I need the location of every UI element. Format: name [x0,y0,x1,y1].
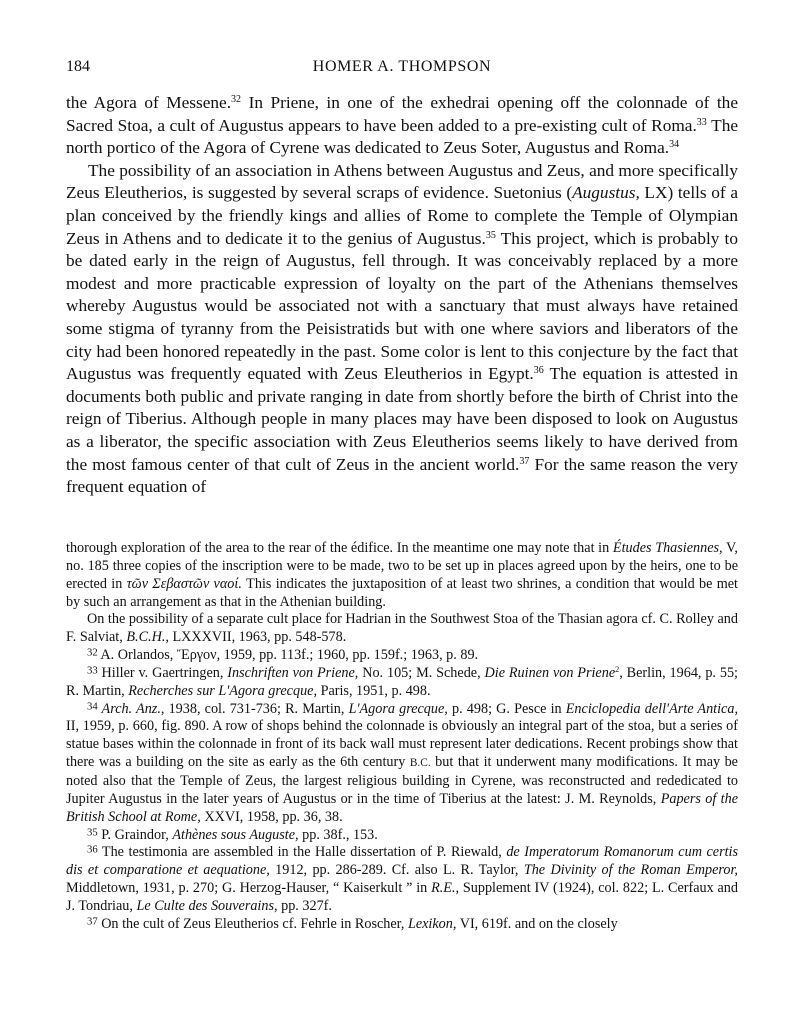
text-span: Middletown, 1931, p. 270; G. Herzog-Hauser, “ Kaiserkult ” in [66,880,432,897]
text-span: , 1959, pp. 113f.; 1960, pp. 159f.; 1963, p. 89. [216,647,479,664]
text-span: The equation is attested in documents both public and private ranging in date from shortly before the birth of Christ into the reign of Tiberius. Although people in many places may have been disposed to look on Augustus as a liberator, the specific association with Zeus Eleutherios seems likely to have derived from the most famous center of that cult of Zeus in the ancient world. [66,364,738,474]
text-span: No. 105; M. Schede, [358,664,485,681]
italic-title: Le Culte des Souverains, [136,897,278,914]
text-span: the Agora of Messene. [66,93,232,112]
footnote-ref: 34 [669,139,680,151]
footnote-36 [66,844,738,915]
italic-title: de Imperatorum Romanorum cum certis dis et comparatione et aequatione, [66,844,738,879]
text-span: For the same reason the very frequent equation of [66,454,738,497]
footnote-35 [66,827,738,845]
italic-title: Recherches sur L'Agora grecque, [128,682,318,699]
italic-title: R.E., [431,880,460,897]
text-span: The north portico of the Agora of Cyrene was dedicated to Zeus Soter, Augustus and Roma. [66,115,738,158]
italic-title: Athènes sous Auguste, [172,826,299,843]
italic-title: Études Thasiennes, [612,540,723,556]
footnote-34 [66,701,738,827]
text-span: This project, which is probably to be dated early in the reign of Augustus, fell through. It was conceivably replaced by a more modest and more practicable expression of loyalty on the part of the Athenians themselves whereby Augustus would be associated not with a sanctuary that must always have retained some stigma of tyranny from the Peisistratids but with one where saviors and liberators of the city had been honored repeatedly in the past. Some color is lent to this conjecture by the fact that Augustus was frequently equated with Zeus Eleutherios in Egypt. [66,228,738,384]
text-span: LX) tells of a plan conceived by the friendly kings and allies of Rome to complete the Temple of Olympian Zeus in Athens and to dedicate it to the genius of Augustus. [66,183,738,248]
greek-text: τῶν Σεβαστῶν ναοί. [126,575,242,592]
text-span: Supplement IV (1924), col. 822; L. Cerfaux and J. Tondriau, [66,880,738,914]
text-span: V, no. 185 three copies of the inscription were to be made, two to be set up in places agreed upon by the heirs, one to be erected in [66,540,738,592]
main-text [66,92,738,499]
italic-title: L'Agora grecque, [348,700,448,717]
text-span: but that it underwent many modifications. It may be noted also that the Temple of Zeus, the largest religious building in Cyrene, was reconstructed and rededicated to Jupiter Augustus in the later years of Augustus or in the time of Tiberius at the latest: J. M. Reynolds, [66,754,738,807]
footnote-number: 32 [87,647,98,659]
footnote-ref: 35 [485,229,496,241]
footnote-32 [66,647,738,665]
text-span: Paris, 1951, p. 498. [317,682,431,699]
footnote-number: 37 [87,916,98,927]
footnote-ref: 36 [533,365,544,377]
footnote-number: 33 [87,665,98,677]
edition-superscript: 2 [615,664,620,674]
text-span: pp. 38f., 153. [298,826,378,843]
text-span: P. Graindor, [97,826,173,843]
italic-title: Augustus, [572,183,640,203]
italic-title: Enciclopedia dell'Arte Antica, [565,700,738,717]
text-span: The possibility of an association in Athens between Augustus and Zeus, and more specifically Zeus Eleutherios, is suggested by several scraps of evidence. Suetonius ( [66,160,738,203]
italic-title: B.C.H., [126,629,169,646]
italic-title: Papers of the British School at Rome, [66,790,739,825]
text-span: LXXXVII, 1963, pp. 548-578. [168,629,347,646]
text-span: This indicates the juxtaposition of at least two shrines, a condition that would be met by such an arrangement as that in the Athenian building. [66,575,738,610]
footnote-number: 35 [87,826,98,838]
text-span: Hiller v. Gaertringen, [97,664,228,681]
footnote-ref: 37 [519,455,530,467]
text-span: thorough exploration of the area to the rear of the édifice. In the meantime one may note that in [66,540,613,556]
text-span: A. Orlandos, [97,647,177,664]
text-span: 1912, pp. 286-289. Cf. also L. R. Taylor, [269,862,524,879]
text-span: 1938, col. 731-736; R. Martin, [164,700,349,717]
footnote-number: 36 [87,844,98,856]
text-span: p. 498; G. Pesce in [447,700,566,717]
italic-title: Arch. Anz., [97,700,165,717]
italic-title: Inschriften von Priene, [227,664,359,681]
greek-text: Ἔργον [176,647,217,664]
footnote-33 [66,665,738,701]
text-span: , Berlin, 1964, p. 55; R. Martin, [66,664,738,699]
page-number: 184 [66,58,90,75]
body-paragraph [66,160,738,499]
text-span: II, 1959, p. 660, fig. 890. A row of shops behind the colonnade is obviously an integral part of the stoa, but a series of statue bases within the colonnade in front of its back wall must represent later dedications. Recent probings show that there was a building on the site as early as the 6th century [66,718,738,771]
era-abbrev: B.C. [409,757,431,770]
italic-title: The Divinity of the Roman Emperor, [523,862,738,879]
italic-title: Die Ruinen von Priene [484,664,616,681]
text-span: VI, 619f. and on the closely [456,915,618,932]
footnote-ref: 32 [231,93,242,105]
text-span: pp. 327f. [277,897,332,914]
footnote-ref: 33 [696,116,707,128]
text-span: On the cult of Zeus Eleutherios cf. Fehrle in Roscher, [97,915,408,932]
footnote-continuation [66,540,738,611]
footnotes [66,540,738,934]
italic-title: Lexikon, [407,915,457,932]
text-span: In Priene, in one of the exhedrai opening off the colonnade of the Sacred Stoa, a cult of Augustus appears to have been added to a pre-existing cult of Roma. [66,93,738,135]
body-paragraph [66,92,738,160]
footnote-number: 34 [87,700,98,712]
text-span: The testimonia are assembled in the Halle dissertation of P. Riewald, [97,844,507,861]
text-span: On the possibility of a separate cult place for Hadrian in the Southwest Stoa of the Thasian agora cf. C. Rolley and F. Salviat, [66,611,738,646]
text-span: XXVI, 1958, pp. 36, 38. [200,808,343,825]
footnote-continuation [66,611,738,647]
page-header [66,58,738,82]
footnote-37 [66,916,738,934]
running-head: HOMER A. THOMPSON [312,58,492,75]
